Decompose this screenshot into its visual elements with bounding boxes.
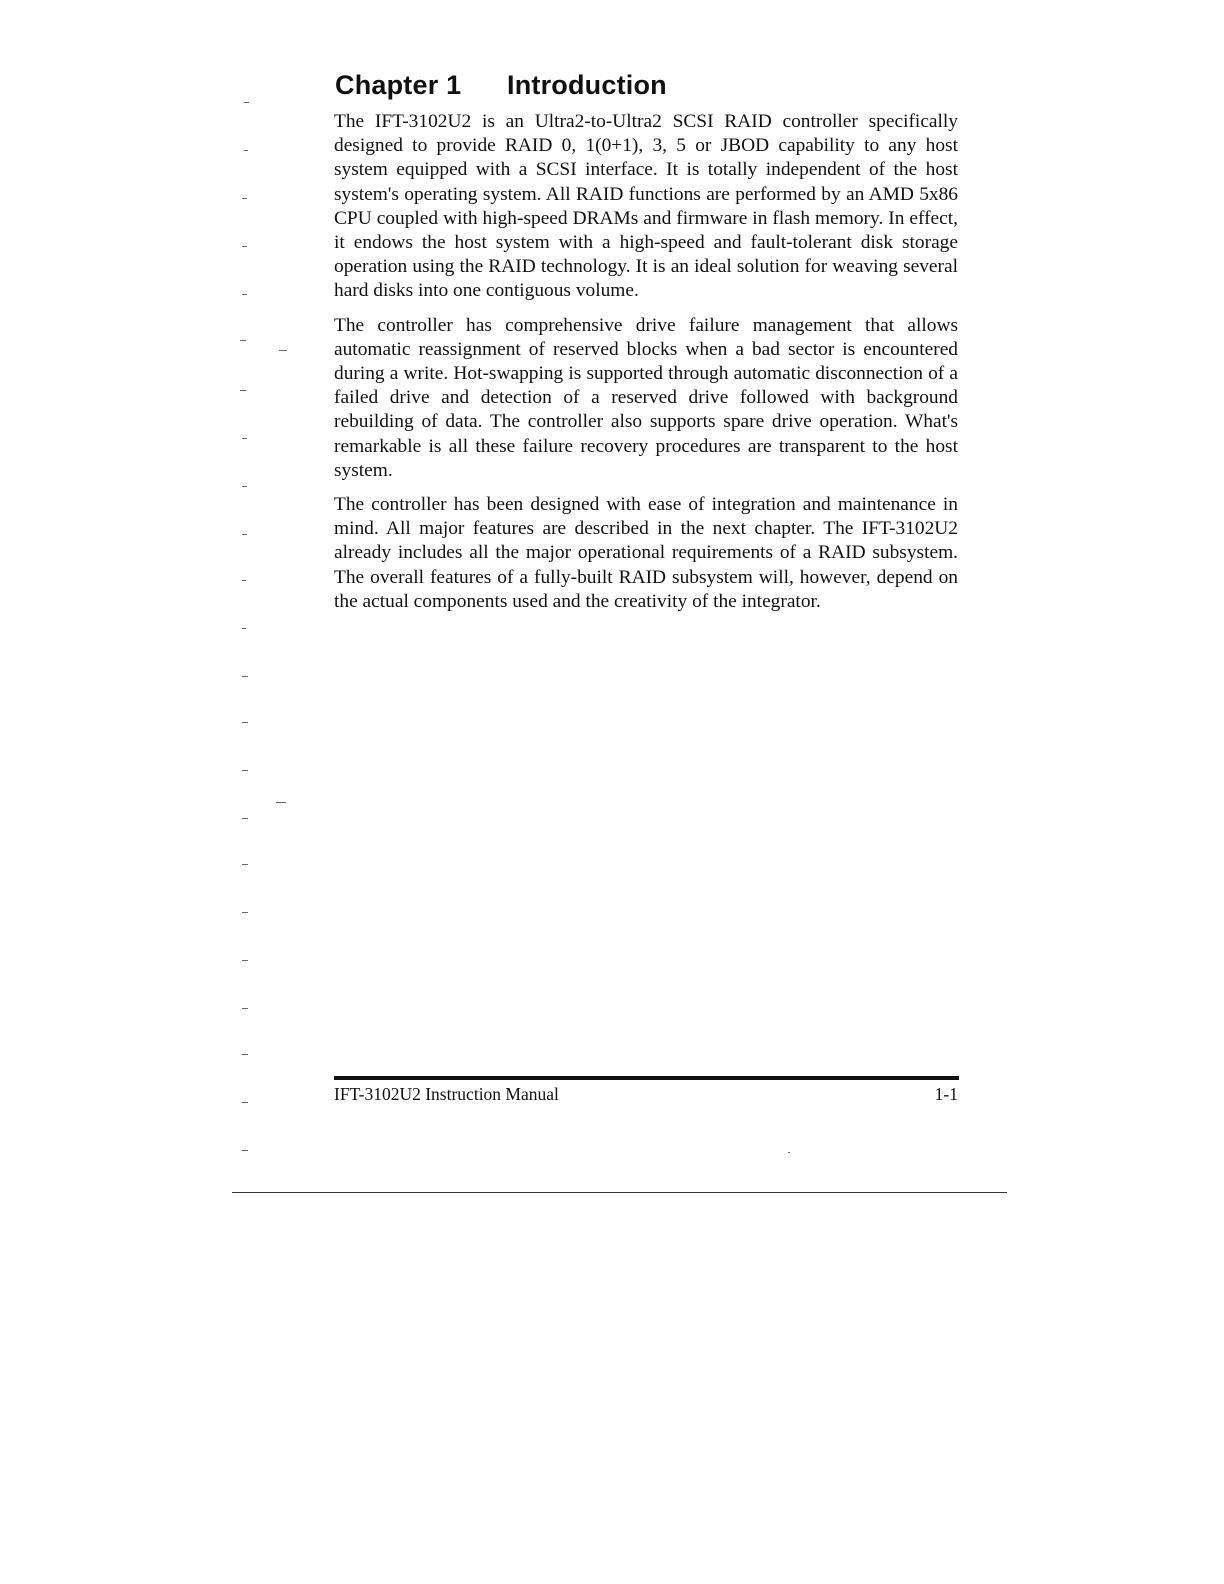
scan-mark bbox=[242, 198, 247, 199]
chapter-heading bbox=[335, 70, 667, 101]
chapter-label: Chapter 1 bbox=[335, 70, 462, 100]
footer-page-number: 1-1 bbox=[934, 1084, 958, 1104]
scan-mark bbox=[788, 1152, 790, 1153]
footer-manual-title: IFT-3102U2 Instruction Manual bbox=[334, 1084, 559, 1104]
scan-mark bbox=[240, 390, 246, 391]
scan-mark bbox=[242, 628, 246, 629]
scan-mark bbox=[242, 1150, 248, 1151]
scan-mark bbox=[279, 350, 287, 351]
paragraph-2: The controller has comprehensive drive failure management that allows automatic reassignment of reserved blocks when a bad sector is encountered during a write. Hot-swapping is supported through automatic disconnection of a failed drive and detection of a reserved drive followed with background rebuilding of data. The controller also supports spare drive operation. What's remarkable is all these failure recovery procedures are transparent to the host system. bbox=[334, 314, 958, 481]
scan-mark bbox=[242, 294, 247, 295]
scan-mark bbox=[242, 438, 247, 439]
scan-mark bbox=[242, 818, 248, 819]
scan-mark bbox=[242, 1054, 248, 1055]
scan-mark bbox=[242, 770, 248, 771]
scan-mark bbox=[242, 722, 248, 723]
scan-mark bbox=[242, 486, 247, 487]
scan-mark bbox=[242, 246, 247, 247]
scan-mark bbox=[242, 912, 248, 913]
scan-mark bbox=[242, 960, 248, 961]
scan-mark bbox=[244, 102, 249, 103]
paragraph-3: The controller has been designed with ease of integration and maintenance in mind. All major features are described in the next chapter. The IFT-3102U2 already includes all the major operational requirements of a RAID subsystem. The overall features of a fully-built RAID subsystem will, however, depend on the actual components used and the creativity of the integrator. bbox=[334, 494, 958, 612]
scan-mark bbox=[244, 150, 248, 151]
scan-bottom-rule bbox=[232, 1192, 1007, 1193]
chapter-title: Introduction bbox=[507, 70, 667, 100]
scan-mark bbox=[240, 340, 246, 341]
scan-mark bbox=[242, 864, 248, 865]
scan-mark bbox=[242, 580, 246, 581]
paragraph-1: The IFT-3102U2 is an Ultra2-to-Ultra2 SCSI RAID controller specifically designed to provide RAID 0, 1(0+1), 3, 5 or JBOD capability to any host system equipped with a SCSI interface. It is totally independent of the host system's operating system. All RAID functions are performed by an AMD 5x86 CPU coupled with high-speed DRAMs and firmware in flash memory. In effect, it endows the host system with a high-speed and fault-tolerant disk storage operation using the RAID technology. It is an ideal solution for weaving several hard disks into one contiguous volume. bbox=[334, 111, 958, 302]
scan-mark bbox=[242, 534, 247, 535]
scan-mark bbox=[242, 1102, 248, 1103]
footer-rule bbox=[334, 1076, 959, 1080]
scan-mark bbox=[276, 802, 286, 803]
scan-mark bbox=[242, 676, 248, 677]
body-text bbox=[334, 110, 958, 624]
scan-mark bbox=[242, 1008, 248, 1009]
